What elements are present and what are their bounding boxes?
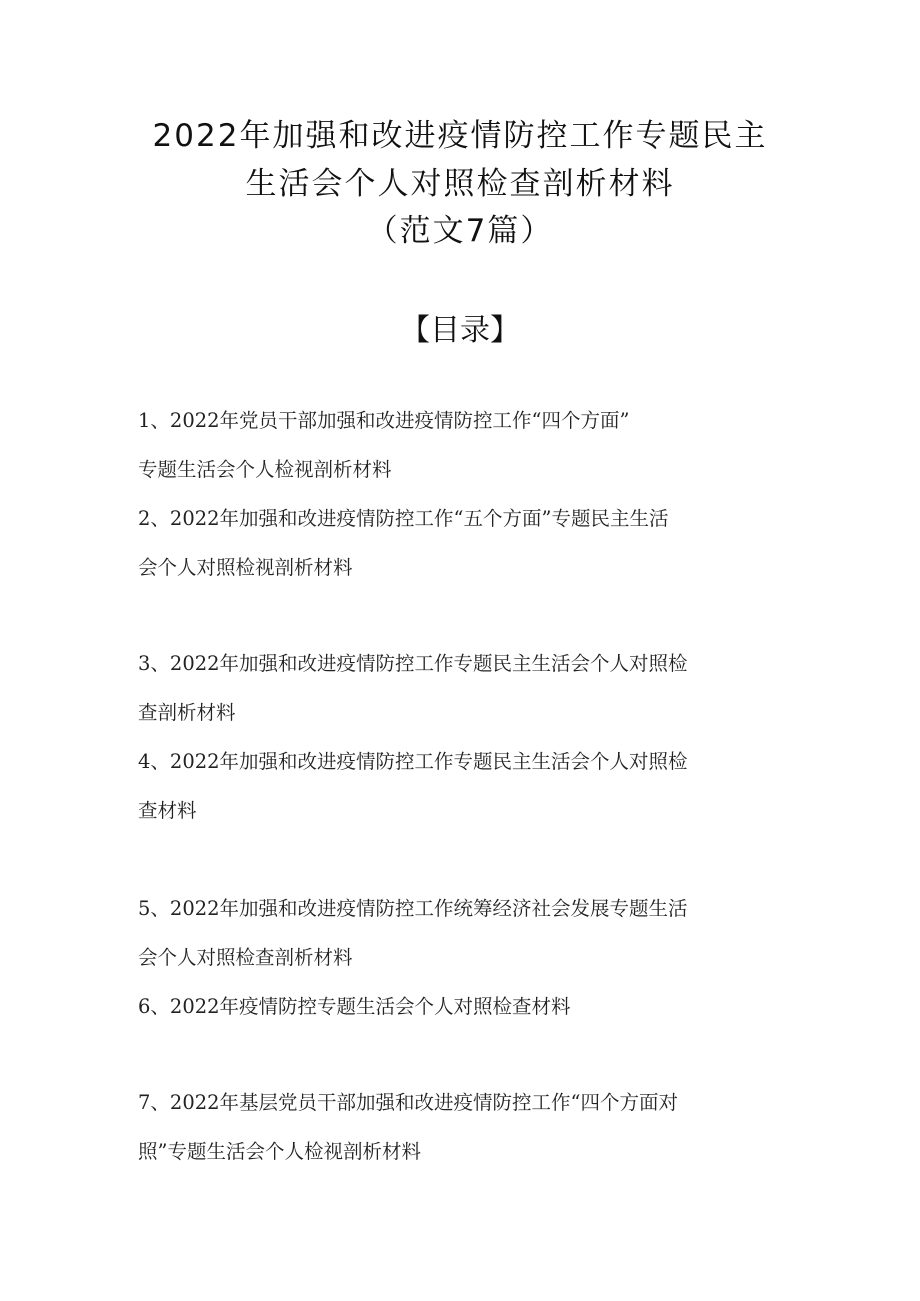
document-title-line-3: （范文7篇） xyxy=(366,213,554,249)
toc-entry-2-line-2[interactable]: 会个人对照检视剖析材料 xyxy=(138,556,353,579)
toc-entry-5-line-2[interactable]: 会个人对照检查剖析材料 xyxy=(138,946,353,969)
toc-entry-4-line-2[interactable]: 查材料 xyxy=(138,799,197,822)
toc-entry-7-line-2[interactable]: 照”专题生活会个人检视剖析材料 xyxy=(138,1140,421,1163)
document-title-line-1: 2022年加强和改进疫情防控工作专题民主 xyxy=(152,118,768,154)
toc-entry-1-line-1[interactable]: 1、2022年党员干部加强和改进疫情防控工作“四个方面” xyxy=(138,409,630,432)
toc-heading: 【目录】 xyxy=(400,313,520,348)
toc-entry-7-line-1[interactable]: 7、2022年基层党员干部加强和改进疫情防控工作“四个方面对 xyxy=(138,1091,679,1114)
toc-entry-3-line-2[interactable]: 查剖析材料 xyxy=(138,701,236,724)
toc-entry-3-line-1[interactable]: 3、2022年加强和改进疫情防控工作专题民主生活会个人对照检 xyxy=(138,652,688,675)
toc-entry-2-line-1[interactable]: 2、2022年加强和改进疫情防控工作“五个方面”专题民主生活 xyxy=(138,507,669,530)
toc-entry-5-line-1[interactable]: 5、2022年加强和改进疫情防控工作统筹经济社会发展专题生活 xyxy=(138,897,688,920)
toc-entry-1-line-2[interactable]: 专题生活会个人检视剖析材料 xyxy=(138,458,392,481)
document-title-line-2: 生活会个人对照检查剖析材料 xyxy=(245,166,675,202)
toc-entry-6-line-1[interactable]: 6、2022年疫情防控专题生活会个人对照检查材料 xyxy=(138,995,571,1018)
toc-entry-4-line-1[interactable]: 4、2022年加强和改进疫情防控工作专题民主生活会个人对照检 xyxy=(138,750,688,773)
